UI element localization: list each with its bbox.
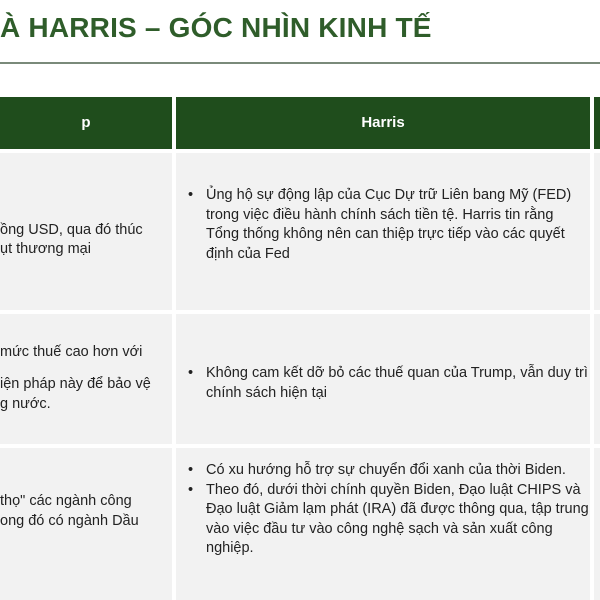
table-row-1-harris-cell [176, 153, 590, 310]
cell-text-line: g nước. [0, 396, 51, 412]
table-row-3-left-cell [0, 448, 172, 600]
harris-bullet: • Theo đó, dưới thời chính quyền Biden, Đạo luật CHIPS và Đạo luật Giảm lạm phát (IRA) đã được thông qua, tập trung vào việc đầu tư vào công nghệ sạch và sản xuất công nghiệp. [206, 481, 590, 559]
cell-text-line: iện pháp này để bảo vệ [0, 376, 151, 392]
slide-title: À HARRIS – GÓC NHÌN KINH TẾ [0, 12, 432, 43]
header-left-cell: p [81, 114, 91, 131]
table-row-1-left-cell [0, 153, 172, 310]
harris-bullet: • Ủng hộ sự động lập của Cục Dự trữ Liên bang Mỹ (FED) trong việc điều hành chính sách tiền tệ. Harris tin rằng Tổng thống không nên can thiệp trực tiếp vào các quyết định của Fed [206, 186, 590, 264]
header-harris-cell: Harris [361, 114, 405, 131]
table-row-2-harris-cell [176, 314, 590, 444]
cell-text-line: thọ" các ngành công [0, 493, 132, 509]
table-row-2-right-cell [594, 314, 600, 444]
table-row-3-right-cell [594, 448, 600, 600]
table-row-2-left-cell [0, 314, 172, 444]
table-header-row [0, 97, 600, 149]
cell-text-line: ụt thương mại [0, 241, 91, 257]
comparison-table [0, 97, 600, 600]
harris-bullet: • Không cam kết dỡ bỏ các thuế quan của Trump, vẫn duy trì chính sách hiện tại [206, 364, 590, 403]
harris-bullet: • Có xu hướng hỗ trợ sự chuyển đổi xanh của thời Biden. [206, 461, 590, 481]
cell-text-line: ồng USD, qua đó thúc [0, 222, 143, 238]
header-divider [590, 97, 594, 149]
cell-text-line: ong đó có ngành Dầu [0, 513, 139, 529]
table-row-1-right-cell [594, 153, 600, 310]
title-divider [0, 62, 600, 64]
cell-text-line: mức thuế cao hơn với [0, 344, 143, 360]
table-row-3-harris-cell [176, 448, 590, 600]
